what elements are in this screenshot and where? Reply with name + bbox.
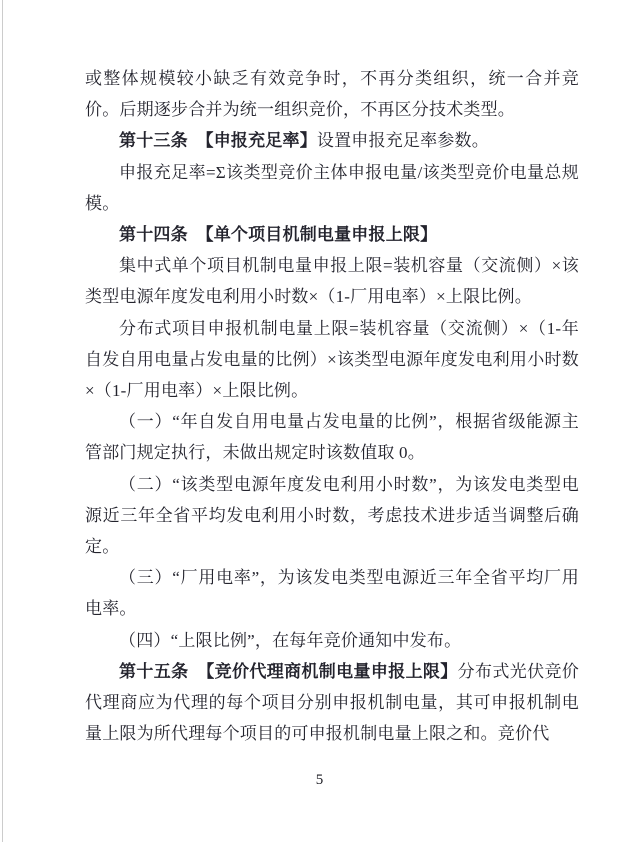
body-text: 申报充足率=Σ该类型竞价主体申报电量/该类型竞价电量总规模。 — [85, 162, 579, 213]
body-text: （四）“上限比例”，在每年竞价通知中发布。 — [119, 630, 462, 650]
page-left-edge-line — [2, 0, 3, 842]
paragraph — [85, 656, 579, 750]
body-text: （二）“该类型电源年度发电利用小时数”，为该发电类型电源近三年全省平均发电利用小时数，考虑技术进步适当调整后确定。 — [85, 474, 579, 557]
article-heading: 第十三条 【申报充足率】 — [119, 131, 317, 151]
page-number: 5 — [315, 772, 324, 788]
paragraph — [85, 125, 579, 156]
paragraph — [85, 562, 579, 624]
paragraph — [85, 219, 579, 250]
paragraph — [85, 63, 579, 125]
paragraph — [85, 313, 579, 407]
paragraph — [85, 469, 579, 563]
body-text: （一）“年自发自用电量占发电量的比例”，根据省级能源主管部门规定执行，未做出规定时该数值取 0。 — [85, 412, 579, 463]
body-text: 设置申报充足率参数。 — [316, 131, 489, 151]
paragraph — [85, 157, 579, 219]
article-heading: 第十五条 【竞价代理商机制电量申报上限】 — [119, 661, 458, 681]
paragraph — [85, 406, 579, 468]
document-body — [85, 63, 579, 749]
body-text: 集中式单个项目机制电量申报上限=装机容量（交流侧）×该类型电源年度发电利用小时数×（1-厂用电率）×上限比例。 — [85, 256, 579, 307]
paragraph — [85, 250, 579, 312]
body-text: 或整体规模较小缺乏有效竞争时，不再分类组织，统一合并竞价。后期逐步合并为统一组织竞价，不再区分技术类型。 — [85, 69, 579, 120]
body-text: 分布式项目申报机制电量上限=装机容量（交流侧）×（1-年自发自用电量占发电量的比例）×该类型电源年度发电利用小时数×（1-厂用电率）×上限比例。 — [85, 318, 579, 401]
body-text: （三）“厂用电率”，为该发电类型电源近三年全省平均厂用电率。 — [85, 568, 579, 619]
body-text: 分布式光伏竞价代理商应为代理的每个项目分别申报机制电量，其可申报机制电量上限为所代理每个项目的可申报机制电量上限之和。竞价代 — [85, 661, 580, 744]
article-heading: 第十四条 【单个项目机制电量申报上限】 — [119, 225, 438, 245]
paragraph — [85, 625, 579, 656]
